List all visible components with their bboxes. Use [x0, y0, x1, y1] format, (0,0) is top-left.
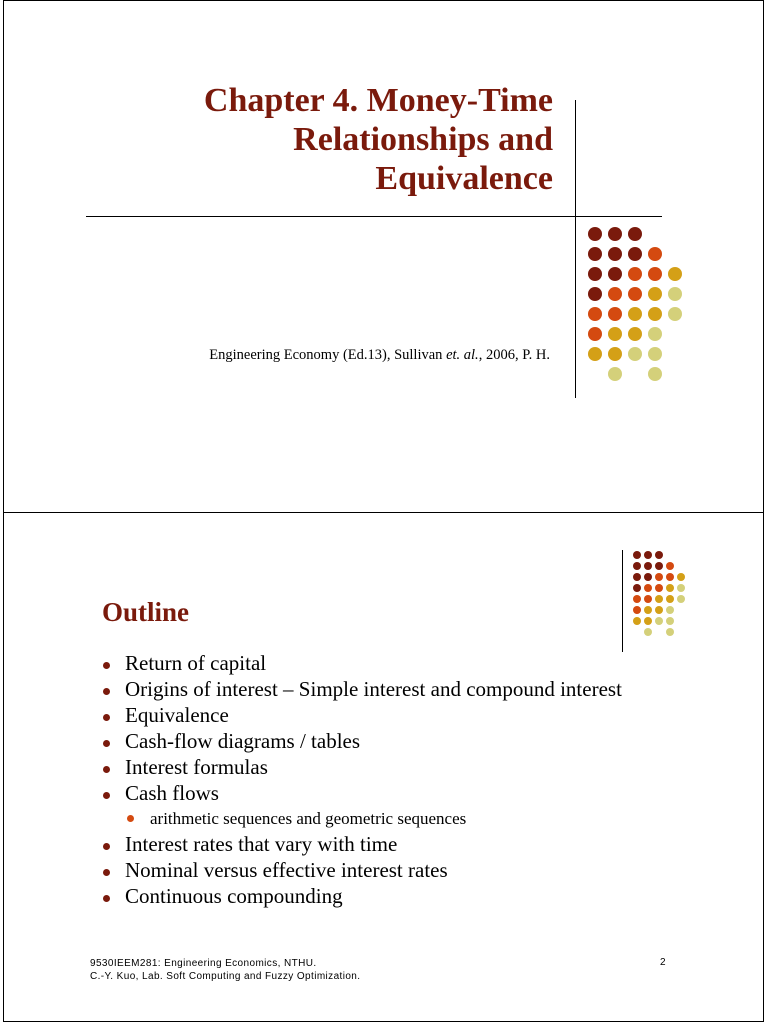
- outline-item: Equivalence: [100, 705, 660, 726]
- decorative-dot: [628, 347, 642, 361]
- decorative-dot: [648, 347, 662, 361]
- decorative-dot: [648, 267, 662, 281]
- decorative-dot: [648, 327, 662, 341]
- subtitle-text-end: , 2006, P. H.: [478, 347, 550, 363]
- decorative-dot: [588, 307, 602, 321]
- decorative-dot: [648, 287, 662, 301]
- decorative-dot: [655, 617, 663, 625]
- outline-subitem: arithmetic sequences and geometric sequences: [100, 809, 660, 828]
- page-number: 2: [660, 957, 666, 968]
- decorative-dot: [628, 327, 642, 341]
- decorative-dot: [668, 307, 682, 321]
- decorative-dot: [608, 307, 622, 321]
- decorative-dot: [668, 287, 682, 301]
- footer: [90, 957, 360, 983]
- decorative-dot: [588, 287, 602, 301]
- title-line-1: Chapter 4. Money-Time: [203, 82, 553, 119]
- decorative-dot: [633, 617, 641, 625]
- decorative-dot: [666, 584, 674, 592]
- decorative-dot: [608, 367, 622, 381]
- decorative-dot: [666, 573, 674, 581]
- decorative-dot: [644, 562, 652, 570]
- decorative-dot: [644, 584, 652, 592]
- decorative-dot: [588, 347, 602, 361]
- decorative-dot: [644, 628, 652, 636]
- decorative-dot: [655, 606, 663, 614]
- decorative-dot: [588, 327, 602, 341]
- outline-item: Nominal versus effective interest rates: [100, 860, 660, 881]
- decorative-dot: [633, 573, 641, 581]
- decorative-dot: [655, 562, 663, 570]
- decorative-dot: [633, 595, 641, 603]
- corner-divider-vertical: [622, 550, 623, 652]
- decorative-dot: [608, 347, 622, 361]
- decorative-dot: [608, 287, 622, 301]
- decorative-dot: [633, 562, 641, 570]
- decorative-dot: [648, 247, 662, 261]
- decorative-dot: [633, 551, 641, 559]
- decorative-dot: [644, 595, 652, 603]
- outline-title: Outline: [102, 597, 190, 627]
- decorative-dot: [644, 606, 652, 614]
- decorative-dot: [644, 573, 652, 581]
- outline-item: Continuous compounding: [100, 886, 660, 907]
- decorative-dot: [648, 367, 662, 381]
- decorative-dot: [655, 551, 663, 559]
- decorative-dot: [655, 595, 663, 603]
- decorative-dot: [608, 327, 622, 341]
- decorative-dot: [628, 227, 642, 241]
- subtitle-reference: [209, 347, 550, 364]
- title-line-3: Equivalence: [375, 160, 553, 197]
- footer-course: 9530IEEM281: Engineering Economics, NTHU.: [90, 958, 317, 969]
- decorative-dot: [608, 247, 622, 261]
- decorative-dot: [677, 584, 685, 592]
- decorative-dot: [588, 227, 602, 241]
- decorative-dot: [668, 267, 682, 281]
- decorative-dot: [628, 247, 642, 261]
- title-line-2: Relationships and: [293, 121, 553, 158]
- decorative-dot: [666, 628, 674, 636]
- decorative-dot: [644, 617, 652, 625]
- decorative-dot: [608, 267, 622, 281]
- decorative-dot: [666, 617, 674, 625]
- decorative-dot: [666, 595, 674, 603]
- decorative-dot: [648, 307, 662, 321]
- decorative-dot: [633, 584, 641, 592]
- chapter-title: [204, 81, 553, 198]
- footer-lab: C.-Y. Kuo, Lab. Soft Computing and Fuzzy Optimization.: [90, 971, 361, 982]
- slide-2: [3, 512, 764, 1022]
- subtitle-text: Engineering Economy (Ed.13), Sullivan: [209, 347, 447, 363]
- decorative-dot: [644, 551, 652, 559]
- outline-list: [100, 653, 660, 912]
- decorative-dot: [677, 573, 685, 581]
- outline-item: Cash-flow diagrams / tables: [100, 731, 660, 752]
- decorative-dot: [608, 227, 622, 241]
- outline-item: Interest formulas: [100, 757, 660, 778]
- decorative-dot: [628, 287, 642, 301]
- outline-item: Interest rates that vary with time: [100, 834, 660, 855]
- decorative-dot: [588, 247, 602, 261]
- decorative-dot: [633, 606, 641, 614]
- title-divider-vertical: [575, 100, 576, 398]
- outline-item: Cash flows: [100, 783, 660, 804]
- decorative-dot: [677, 595, 685, 603]
- outline-item: Origins of interest – Simple interest and compound interest: [100, 679, 660, 700]
- decorative-dot: [628, 267, 642, 281]
- decorative-dot: [655, 573, 663, 581]
- decorative-dot: [666, 606, 674, 614]
- outline-item: Return of capital: [100, 653, 660, 674]
- decorative-dot: [628, 307, 642, 321]
- decorative-dot: [666, 562, 674, 570]
- decorative-dot: [655, 584, 663, 592]
- decorative-dot: [588, 267, 602, 281]
- subtitle-italic: et. al.: [446, 347, 479, 363]
- slide-1: [3, 0, 764, 513]
